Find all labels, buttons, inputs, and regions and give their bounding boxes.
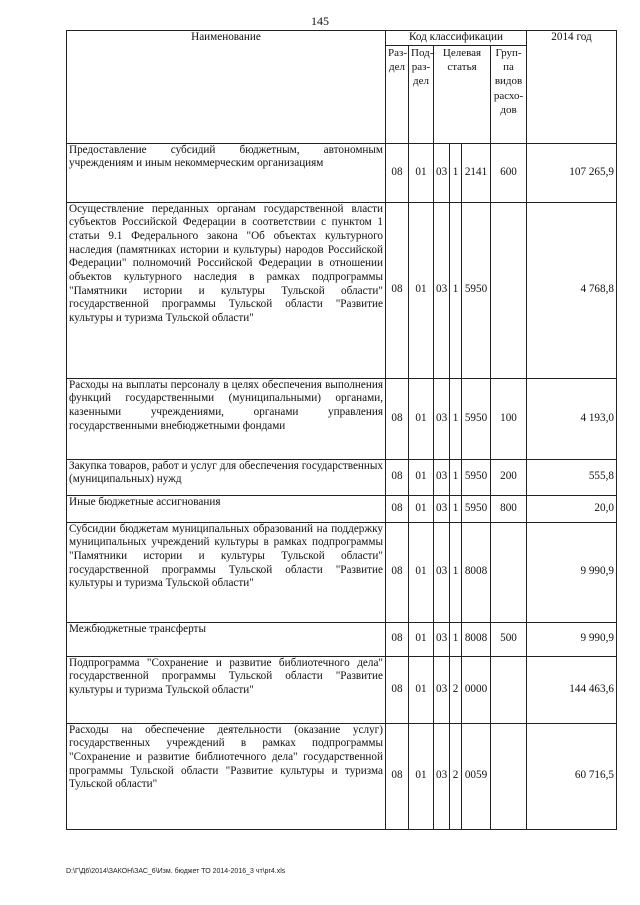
amount-2014: 9 990,9 [527, 622, 617, 656]
header-expense-group: Груп- па видов расхо- дов [491, 45, 527, 143]
table-row [67, 459, 617, 495]
amount-2014: 4 193,0 [527, 378, 617, 459]
target-article-program: 03 [434, 622, 450, 656]
header-section: Раз- дел [386, 45, 409, 143]
target-article-subprogram: 1 [450, 522, 462, 622]
target-article-program: 03 [434, 459, 450, 495]
target-article-direction: 2141 [462, 143, 491, 202]
table-row [67, 378, 617, 459]
target-article-subprogram: 2 [450, 656, 462, 723]
header-target-article: Целевая статья [434, 45, 491, 143]
expense-group-code: 600 [491, 143, 527, 202]
section-code: 08 [386, 143, 409, 202]
target-article-direction: 0059 [462, 723, 491, 829]
table-row [67, 202, 617, 378]
row-name: Закупка товаров, работ и услуг для обеспечения государственных (муниципальных) нужд [67, 459, 386, 495]
target-article-subprogram: 1 [450, 202, 462, 378]
section-code: 08 [386, 459, 409, 495]
target-article-subprogram: 1 [450, 378, 462, 459]
subsection-code: 01 [409, 202, 434, 378]
target-article-direction: 8008 [462, 522, 491, 622]
target-article-subprogram: 1 [450, 143, 462, 202]
budget-table [66, 30, 617, 830]
table-row [67, 495, 617, 522]
expense-group-code: 500 [491, 622, 527, 656]
table-row [67, 522, 617, 622]
header-row-top [67, 31, 617, 46]
header-name: Наименование [67, 31, 386, 144]
section-code: 08 [386, 656, 409, 723]
target-article-subprogram: 1 [450, 622, 462, 656]
section-code: 08 [386, 495, 409, 522]
expense-group-code [491, 656, 527, 723]
subsection-code: 01 [409, 378, 434, 459]
target-article-program: 03 [434, 378, 450, 459]
row-name: Расходы на выплаты персоналу в целях обеспечения выполнения функций государственными (муниципальными) органами, казенными учреждениями, органами управления государственными внебюджетными фондами [67, 378, 386, 459]
subsection-code: 01 [409, 143, 434, 202]
target-article-direction: 5950 [462, 378, 491, 459]
target-article-program: 03 [434, 522, 450, 622]
target-article-subprogram: 2 [450, 723, 462, 829]
header-subsection: Под- раз- дел [409, 45, 434, 143]
row-name: Субсидии бюджетам муниципальных образований на поддержку муниципальных учреждений культуры в рамках подпрограммы "Памятники истории и культуры Тульской области" государственной программы Тульской области "Развитие культуры и туризма Тульской области" [67, 522, 386, 622]
expense-group-code: 200 [491, 459, 527, 495]
expense-group-code: 100 [491, 378, 527, 459]
expense-group-code [491, 723, 527, 829]
target-article-program: 03 [434, 143, 450, 202]
amount-2014: 20,0 [527, 495, 617, 522]
target-article-direction: 5950 [462, 459, 491, 495]
row-name: Подпрограмма "Сохранение и развитие библиотечного дела" государственной программы Тульской области "Развитие культуры и туризма Тульской области" [67, 656, 386, 723]
row-name: Иные бюджетные ассигнования [67, 495, 386, 522]
amount-2014: 555,8 [527, 459, 617, 495]
amount-2014: 4 768,8 [527, 202, 617, 378]
target-article-subprogram: 1 [450, 459, 462, 495]
target-article-program: 03 [434, 202, 450, 378]
subsection-code: 01 [409, 656, 434, 723]
page-number: 145 [311, 14, 329, 28]
target-article-subprogram: 1 [450, 495, 462, 522]
amount-2014: 144 463,6 [527, 656, 617, 723]
section-code: 08 [386, 202, 409, 378]
target-article-program: 03 [434, 495, 450, 522]
section-code: 08 [386, 522, 409, 622]
subsection-code: 01 [409, 622, 434, 656]
target-article-direction: 0000 [462, 656, 491, 723]
subsection-code: 01 [409, 522, 434, 622]
amount-2014: 9 990,9 [527, 522, 617, 622]
subsection-code: 01 [409, 495, 434, 522]
amount-2014: 107 265,9 [527, 143, 617, 202]
amount-2014: 60 716,5 [527, 723, 617, 829]
footer-file-path: D:\Г\Д6\2014\ЗАКОН\ЗАС_6\Изм. бюджет ТО 2014-2016_3 чт\pr4.xls [66, 868, 286, 875]
section-code: 08 [386, 723, 409, 829]
target-article-program: 03 [434, 723, 450, 829]
subsection-code: 01 [409, 459, 434, 495]
table-row [67, 622, 617, 656]
table-row [67, 723, 617, 829]
target-article-program: 03 [434, 656, 450, 723]
row-name: Межбюджетные трансферты [67, 622, 386, 656]
target-article-direction: 8008 [462, 622, 491, 656]
header-classification: Код классификации [386, 31, 527, 46]
section-code: 08 [386, 622, 409, 656]
target-article-direction: 5950 [462, 495, 491, 522]
row-name: Осуществление переданных органам государственной власти субъектов Российской Федерации в соответствии с пунктом 1 статьи 9.1 Федерального закона "Об объектах культурного наследия (памятниках истории и культуры) народов Российской Федерации" полномочий Российской Федерации в отношении объектов культурного наследия в рамках подпрограммы "Памятники истории и культуры Тульской области" государственной программы Тульской области "Развитие культуры и туризма Тульской области" [67, 202, 386, 378]
expense-group-code [491, 202, 527, 378]
header-year: 2014 год [527, 31, 617, 144]
row-name: Расходы на обеспечение деятельности (оказание услуг) государственных учреждений в рамках подпрограммы "Сохранение и развитие библиотечного дела" государственной программы Тульской области "Развитие культуры и туризма Тульской области" [67, 723, 386, 829]
subsection-code: 01 [409, 723, 434, 829]
row-name: Предоставление субсидий бюджетным, автономным учреждениям и иным некоммерческим организациям [67, 143, 386, 202]
table-row [67, 656, 617, 723]
expense-group-code [491, 522, 527, 622]
section-code: 08 [386, 378, 409, 459]
target-article-direction: 5950 [462, 202, 491, 378]
table-row [67, 143, 617, 202]
expense-group-code: 800 [491, 495, 527, 522]
